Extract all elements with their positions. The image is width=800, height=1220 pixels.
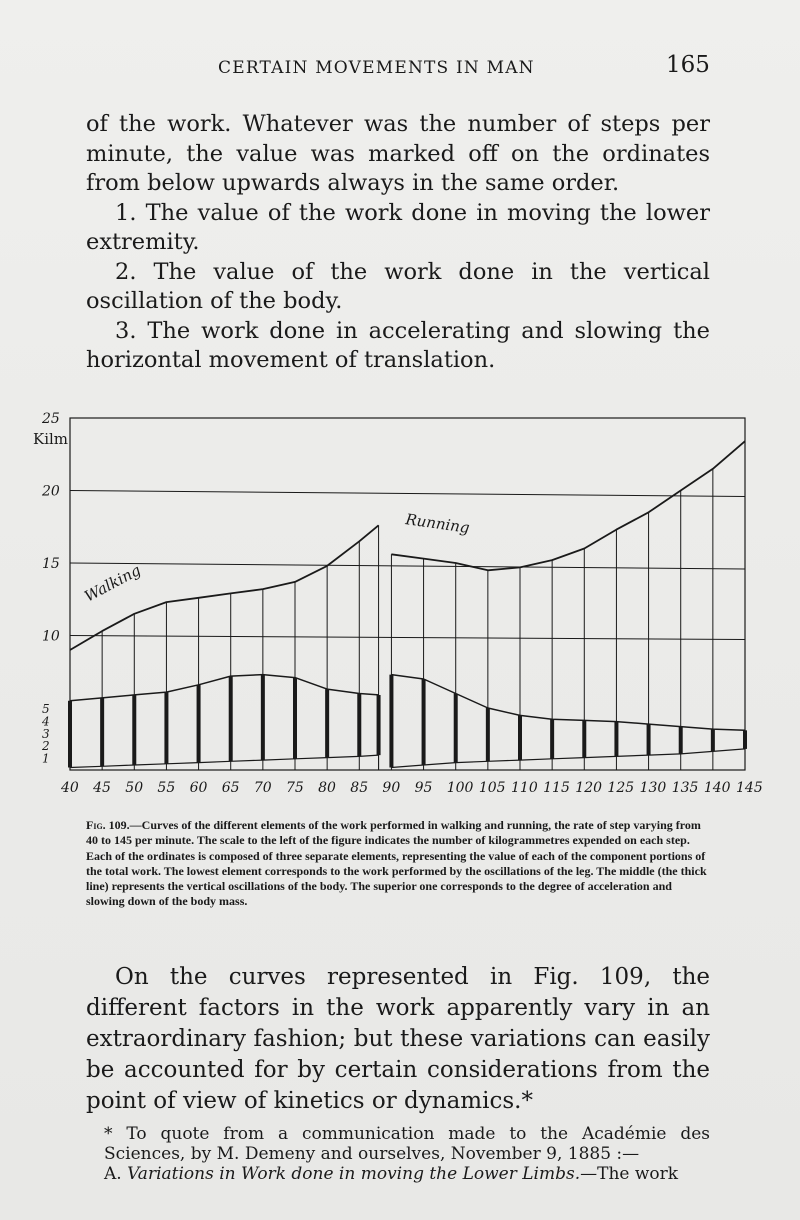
- figure-caption: [86, 818, 710, 910]
- x-tick-label: 80: [318, 780, 336, 796]
- chart-frame: [70, 418, 745, 770]
- list-item-1: 1. The value of the work done in moving the lower extremity.: [86, 199, 710, 255]
- section-tail: —The work: [580, 1164, 679, 1184]
- x-tick-label: 70: [253, 780, 272, 796]
- x-tick-label: 145: [736, 780, 763, 796]
- y-tick-label: 5: [42, 702, 50, 716]
- y-tick-label: 2: [42, 739, 50, 754]
- gridline-10: [70, 636, 745, 640]
- gridline-20: [70, 491, 745, 497]
- next-section-heading: [104, 1164, 710, 1184]
- walking-leg-curve: [70, 755, 379, 767]
- running-head: CERTAIN MOVEMENTS IN MAN: [218, 58, 535, 78]
- y-tick-label: 3: [42, 726, 50, 741]
- x-tick-label: 75: [286, 780, 304, 796]
- paragraph-text: On the curves represented in Fig. 109, the different factors in the work apparently vary in an extraordinary fashion; but these variations can easily be accounted for by certain considerations from the point of view of kinetics or dynamics.*: [86, 964, 710, 1114]
- x-tick-label: 120: [575, 780, 603, 796]
- y-tick-label: 4: [42, 714, 50, 729]
- x-tick-label: 45: [93, 780, 111, 796]
- footnote-text: * To quote from a communication made to the Académie des Sciences, by M. Demeny and ourselves, November 9, 1885 :—: [104, 1124, 710, 1164]
- running-vertical-curve: [391, 675, 745, 731]
- x-tick-label: 135: [671, 780, 699, 796]
- y-tick-label: 20: [42, 483, 60, 500]
- x-tick-label: 50: [125, 780, 144, 796]
- work-curves-chart: [0, 388, 800, 808]
- x-tick-label: 40: [61, 780, 79, 796]
- gridline-15: [70, 563, 745, 569]
- running-leg-curve: [391, 749, 745, 768]
- figure-label: Fig. 109.: [86, 818, 130, 832]
- x-tick-label: 125: [607, 780, 635, 796]
- x-tick-label: 140: [703, 780, 731, 796]
- x-tick-label: 105: [478, 780, 506, 796]
- x-tick-label: 95: [414, 780, 433, 796]
- y-axis-label: Kilm: [33, 430, 69, 448]
- walking-label: Walking: [81, 560, 144, 606]
- page-number: 165: [666, 52, 710, 78]
- x-tick-label: 130: [639, 780, 667, 796]
- running-total-curve: [391, 441, 745, 570]
- list-item-2: 2. The value of the work done in the vertical oscillation of the body.: [86, 258, 710, 314]
- x-tick-label: 60: [189, 780, 208, 796]
- x-tick-label: 65: [221, 780, 240, 796]
- x-tick-label: 115: [543, 780, 570, 796]
- y-tick-label: 15: [42, 556, 60, 572]
- y-tick-label: 25: [42, 411, 60, 427]
- intro-text: [86, 110, 710, 376]
- walking-vertical-curve: [70, 675, 379, 701]
- x-tick-label: 110: [511, 780, 538, 796]
- x-tick-label: 55: [157, 780, 176, 796]
- y-tick-label: 10: [42, 628, 60, 645]
- paragraph-2: [86, 962, 710, 1117]
- footnote: [104, 1124, 710, 1184]
- list-item-3: 3. The work done in accelerating and slowing the horizontal movement of translation.: [86, 317, 710, 373]
- section-title: Variations in Work done in moving the Lower Limbs.: [127, 1164, 581, 1184]
- section-label: A.: [104, 1164, 122, 1184]
- figure-109: [0, 388, 800, 808]
- x-tick-label: 85: [350, 780, 369, 796]
- x-tick-label: 100: [446, 780, 474, 796]
- caption-text: —Curves of the different elements of the work performed in walking and running, the rate of step varying from 40 to 145 per minute. The scale to the left of the figure indicates the number of kilogrammetres expended on each step. Each of the ordinates is composed of three separate elements, representing the value of each of the component portions of the total work. The lowest element corresponds to the work performed by the oscillations of the leg. The middle (the thick line) represents the vertical oscillations of the body. The superior one corresponds to the degree of acceleration and slowing down of the body mass.: [86, 818, 707, 909]
- running-label: Running: [404, 510, 471, 537]
- y-tick-label: 1: [42, 751, 50, 766]
- x-tick-label: 90: [382, 780, 401, 796]
- paragraph-continued: of the work. Whatever was the number of steps per minute, the value was marked off on the ordinates from below upwards always in the same order.: [86, 111, 710, 196]
